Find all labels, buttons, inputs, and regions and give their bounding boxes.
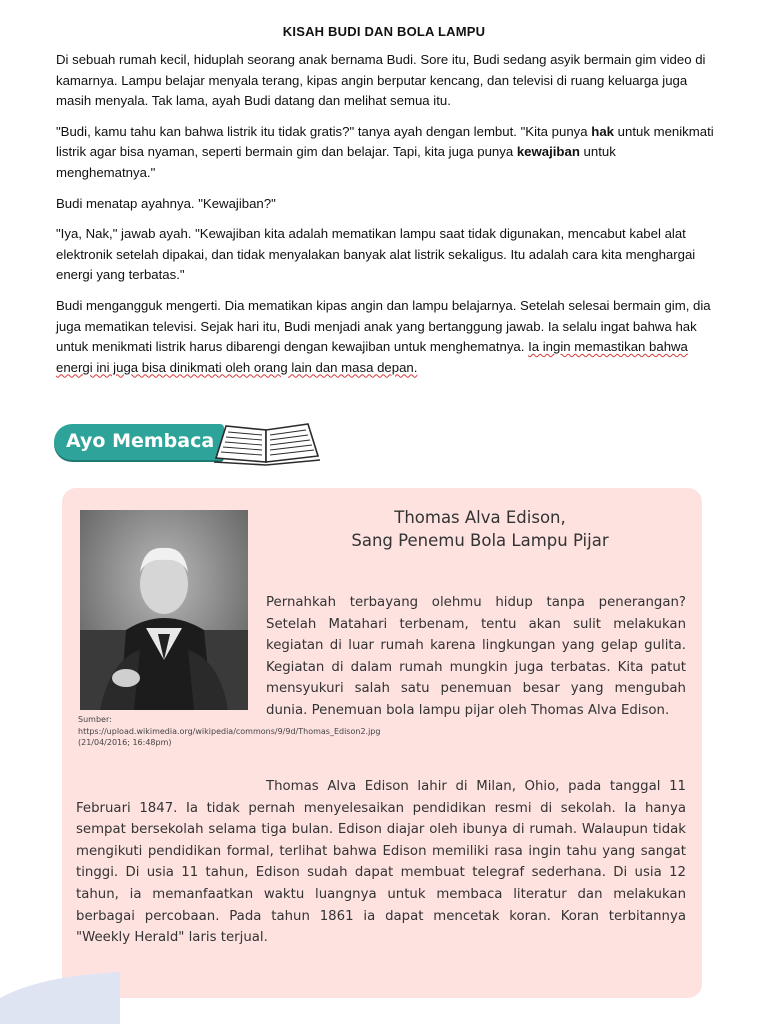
bold-word-kewajiban: kewajiban — [516, 144, 580, 160]
document-title: KISAH BUDI DAN BOLA LAMPU — [282, 24, 486, 39]
story-body — [56, 50, 716, 388]
article-paragraph-2 — [76, 776, 686, 949]
story-paragraph-3: Budi menatap ayahnya. "Kewajiban?" — [56, 195, 276, 211]
decorative-corner-shape — [0, 968, 120, 1024]
article-title-line-1: Thomas Alva Edison, — [394, 508, 566, 527]
article-title-line-2: Sang Penemu Bola Lampu Pijar — [351, 531, 609, 550]
story-paragraph-2-text-d: untuk menghematnya." — [56, 144, 616, 180]
article-paragraph-1: Pernahkah terbayang olehmu hidup tanpa penerangan? Setelah Matahari terbenam, tentu akan sulit melakukan kegiatan di luar rumah karena lingkungan yang gelap gulita. Kegiatan di dalam rumah mungkin juga terbatas. Kita patut mensyukuri salah satu penemuan besar yang mengubah dunia. Penemuan bola lampu pijar oleh Thomas Alva Edison. — [266, 595, 686, 718]
bold-word-hak: hak — [591, 123, 614, 139]
ayo-membaca-label: Ayo Membaca — [66, 430, 215, 452]
story-paragraph-1: Di sebuah rumah kecil, hiduplah seorang anak bernama Budi. Sore itu, Budi sedang asyik bermain gim video di kamarnya. Lampu belajar menyala terang, kipas angin berputar kencang, dan televisi di ruang keluarga juga masih menyala. Tak lama, ayah Budi datang dan melihat semua itu. — [56, 52, 706, 109]
story-paragraph-5 — [56, 296, 716, 378]
story-paragraph-2-text-a: "Budi, kamu tahu kan bahwa listrik itu tidak gratis?" tanya ayah dengan lembut. "Kita punya — [56, 123, 592, 139]
open-book-icon — [212, 418, 322, 466]
article-paragraph-2-text: Thomas Alva Edison lahir di Milan, Ohio, pada tanggal 11 Februari 1847. Ia tidak pernah menyelesaikan pendidikan resmi di sekolah. Ia hanya sempat bersekolah selama tiga bulan. Edison diajar oleh ibunya di rumah. Walaupun tidak mengikuti pendidikan formal, terlihat bahwa Edison memiliki rasa ingin tahu yang sangat tinggi. Di usia 11 tahun, Edison sudah dapat membuat telegraf sederhana. Di usia 12 tahun, ia memanfaatkan waktu luangnya untuk membaca literatur dan melakukan berbagai percobaan. Pada tahun 1861 ia dapat mencetak koran. Koran terbitannya "Weekly Herald" laris terjual. — [76, 779, 686, 946]
story-paragraph-2 — [56, 122, 716, 184]
article-title — [270, 506, 690, 552]
story-paragraph-5-text-a: Budi mengangguk mengerti. Dia mematikan kipas angin dan lampu belajarnya. Setelah selesai bermain gim, dia juga mematikan televisi. Sejak hari itu, Budi menjadi anak yang bertanggung jawab. Ia selalu ingat bahwa hak untuk menikmati listrik harus dibarengi dengan kewajiban untuk menghematnya. — [56, 297, 711, 355]
spellcheck-underlined-sentence: Ia ingin memastikan bahwa energi ini juga bisa dinikmati oleh orang lain dan masa depan. — [56, 339, 688, 375]
edison-portrait-photo — [80, 510, 248, 710]
ayo-membaca-banner — [54, 424, 224, 460]
story-paragraph-2-text-c: untuk menikmati listrik agar bisa nyaman, seperti bermain gim dan belajar. Tapi, kita juga punya — [56, 123, 714, 160]
story-paragraph-4: "Iya, Nak," jawab ayah. "Kewajiban kita adalah mematikan lampu saat tidak digunakan, mencabut kabel alat elektronik setelah dipakai, dan tidak menyalakan banyak alat listrik sekaligus. Itu adalah cara kita menghargai energi yang terbatas." — [56, 226, 696, 283]
photo-source-caption: Sumber: https://upload.wikimedia.org/wikipedia/commons/9/9d/Thomas_Edison2.jpg (21/04/2016; 16:48pm) — [78, 715, 381, 747]
